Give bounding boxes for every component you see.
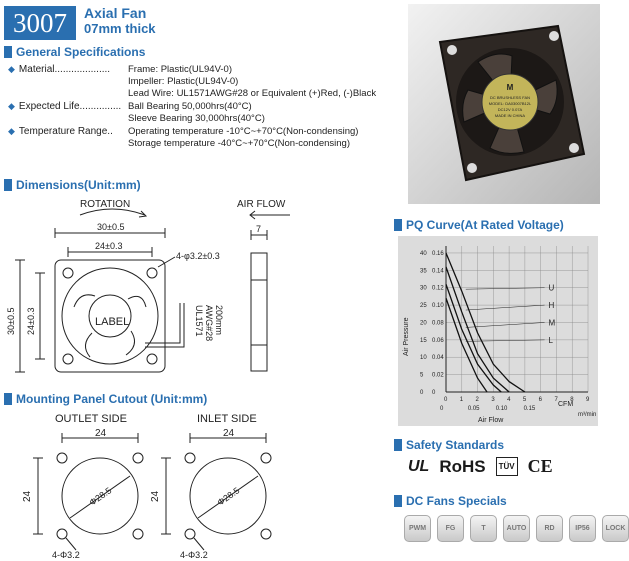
x-tick-label-cfm: 2 [475,397,479,403]
product-name: Axial Fan [84,5,147,21]
wire-spec-1: UL1571 [194,305,204,337]
x-unit-cfm: CFM [558,401,574,408]
mounting-title: Mounting Panel Cutout (Unit:mm) [16,392,208,406]
cert-marks [408,456,553,477]
pq-curve-title: PQ Curve(At Rated Voltage) [406,218,564,232]
x-tick-label-cfm: 9 [586,397,590,403]
general-specs-title: General Specifications [16,45,146,59]
product-thickness: 07mm thick [84,21,156,36]
dimensions-title: Dimensions(Unit:mm) [16,178,141,192]
auto-restart-icon: AUTO [503,515,530,542]
dimensions-drawing [0,195,310,390]
svg-text:M: M [506,83,514,92]
y-tick-label-mm: 35 [420,268,427,275]
bullet-icon: ◆ [8,126,15,136]
safety-title: Safety Standards [406,438,505,452]
svg-text:MODEL: DA03007B12L: MODEL: DA03007B12L [488,101,532,106]
dim-hole-spec: 4-φ3.2±0.3 [176,251,220,261]
dim-width-outer: 30±0.5 [97,222,125,232]
y-tick-label-mm: 5 [420,372,424,379]
inlet-diameter: Φ28.5 [215,485,242,508]
mounting-heading [4,392,207,406]
chart-background [398,236,598,426]
x-tick-label-cfm: 8 [570,397,574,403]
bullet-icon: ◆ [8,64,15,74]
fg-icon: FG [437,515,464,542]
y-tick-label-inch: 0.14 [432,268,444,275]
x-tick-label-cfm: 3 [491,397,495,403]
section-marker-icon [4,179,12,191]
model-number: 3007 [4,6,76,40]
ce-mark-icon: CE [527,456,553,476]
rd-icon: RD [536,515,563,542]
section-marker-icon [394,495,402,507]
dc-specials-icons [404,515,629,542]
y-tick-label-mm: 25 [420,303,427,310]
inlet-holes: 4-Φ3.2 [180,550,208,560]
x-unit-m3min: m³/min [578,412,597,418]
inlet-dim-horizontal: 24 [223,428,235,439]
legend-label-L: L [548,335,554,345]
svg-text:DC12V 0.07A: DC12V 0.07A [497,107,523,112]
y-tick-label-mm: 40 [420,250,427,257]
x-axis-label: Air Flow [478,417,504,424]
spec-temperature: ◆ Temperature Range.. Operating temperature -10°C~+70°C(Non-condensing) Storage temperature -40°C~+70°C(Non-condensing) [8,126,359,149]
outlet-diameter: Φ28.5 [87,485,114,508]
svg-text:MADE IN CHINA: MADE IN CHINA [494,113,526,118]
legend-label-U: U [548,283,555,293]
outlet-holes: 4-Φ3.2 [52,550,80,560]
fan-photo [408,4,600,204]
svg-text:DC BRUSHLESS FAN: DC BRUSHLESS FAN [489,95,531,100]
dc-specials-heading [394,494,507,508]
thermal-icon: T [470,515,497,542]
section-marker-icon [394,439,402,451]
dim-height-outer: 30±0.5 [6,307,16,335]
y-tick-label-mm: 0 [420,390,424,396]
y-tick-label-mm: 15 [420,337,427,344]
rotation-label: ROTATION [80,199,131,210]
pq-chart [398,236,598,426]
legend-label-H: H [548,301,555,311]
y-tick-label-inch: 0.06 [432,337,444,344]
wire-spec-2: AWG#28 [204,305,214,342]
rohs-mark-icon: RoHS [439,456,486,476]
legend-label-M: M [548,318,556,328]
x-tick-label-m3min: 0.15 [523,406,536,412]
pwm-icon: PWM [404,515,431,542]
y-tick-label-mm: 30 [420,285,427,292]
outlet-side-label: OUTLET SIDE [55,413,127,425]
dim-thickness: 7 [256,224,262,234]
spec-list [8,64,403,150]
lock-icon: LOCK [602,515,629,542]
wire-spec-3: 200mm [214,305,224,336]
y-tick-label-inch: 0.12 [432,285,444,292]
section-marker-icon [4,393,12,405]
general-specs-heading [4,45,145,59]
dimensions-heading [4,178,141,192]
y-tick-label-mm: 20 [420,320,427,327]
y-axis-label: Air Pressure [403,317,410,356]
x-tick-label-cfm: 7 [554,397,558,403]
mounting-drawing [0,428,310,560]
x-tick-label-m3min: 0.05 [467,406,480,412]
section-marker-icon [394,219,402,231]
x-tick-label-cfm: 0 [444,397,448,403]
y-tick-label-inch: 0 [432,390,436,396]
dim-width-holes: 24±0.3 [95,241,123,251]
y-tick-label-inch: 0.08 [432,320,444,327]
x-tick-label-cfm: 5 [522,397,527,403]
bullet-icon: ◆ [8,101,15,111]
y-tick-label-inch: 0.02 [432,372,444,379]
spec-expected-life: ◆ Expected Life............... Ball Bearing 50,000hrs(40°C) Sleeve Bearing 30,000hrs(40°C) [8,101,265,124]
y-tick-label-mm: 10 [420,355,427,362]
air-flow-label: AIR FLOW [237,199,286,210]
outlet-dim-vertical: 24 [22,490,33,502]
inlet-dim-vertical: 24 [150,490,161,502]
inlet-side-label: INLET SIDE [197,413,257,425]
tuv-mark-icon: TÜV [496,457,518,476]
x-tick-label-cfm: 4 [507,397,511,403]
safety-heading [394,438,504,452]
x-tick-label-cfm: 1 [459,397,464,403]
fan-label-text: LABEL [95,316,130,328]
pq-curve-heading [394,218,564,232]
y-tick-label-inch: 0.10 [432,303,444,310]
dc-specials-title: DC Fans Specials [406,494,507,508]
x-tick-label-m3min: 0.10 [495,406,508,412]
x-tick-label-cfm: 6 [538,397,543,403]
spec-material: ◆ Material.................... Frame: Plastic(UL94V-0) Impeller: Plastic(UL94V-0) Lead Wire: UL1571AWG#28 or Equivalent (+)Red, (-)Black [8,64,377,99]
y-tick-label-inch: 0.04 [432,355,444,362]
ip56-icon: IP56 [569,515,596,542]
x-tick-label-m3min: 0 [440,406,444,412]
section-marker-icon [4,46,12,58]
dim-height-holes: 24±0.3 [26,307,36,335]
ul-mark-icon: UL [408,457,430,475]
y-tick-label-inch: 0.16 [432,250,444,257]
outlet-dim-horizontal: 24 [95,428,107,439]
